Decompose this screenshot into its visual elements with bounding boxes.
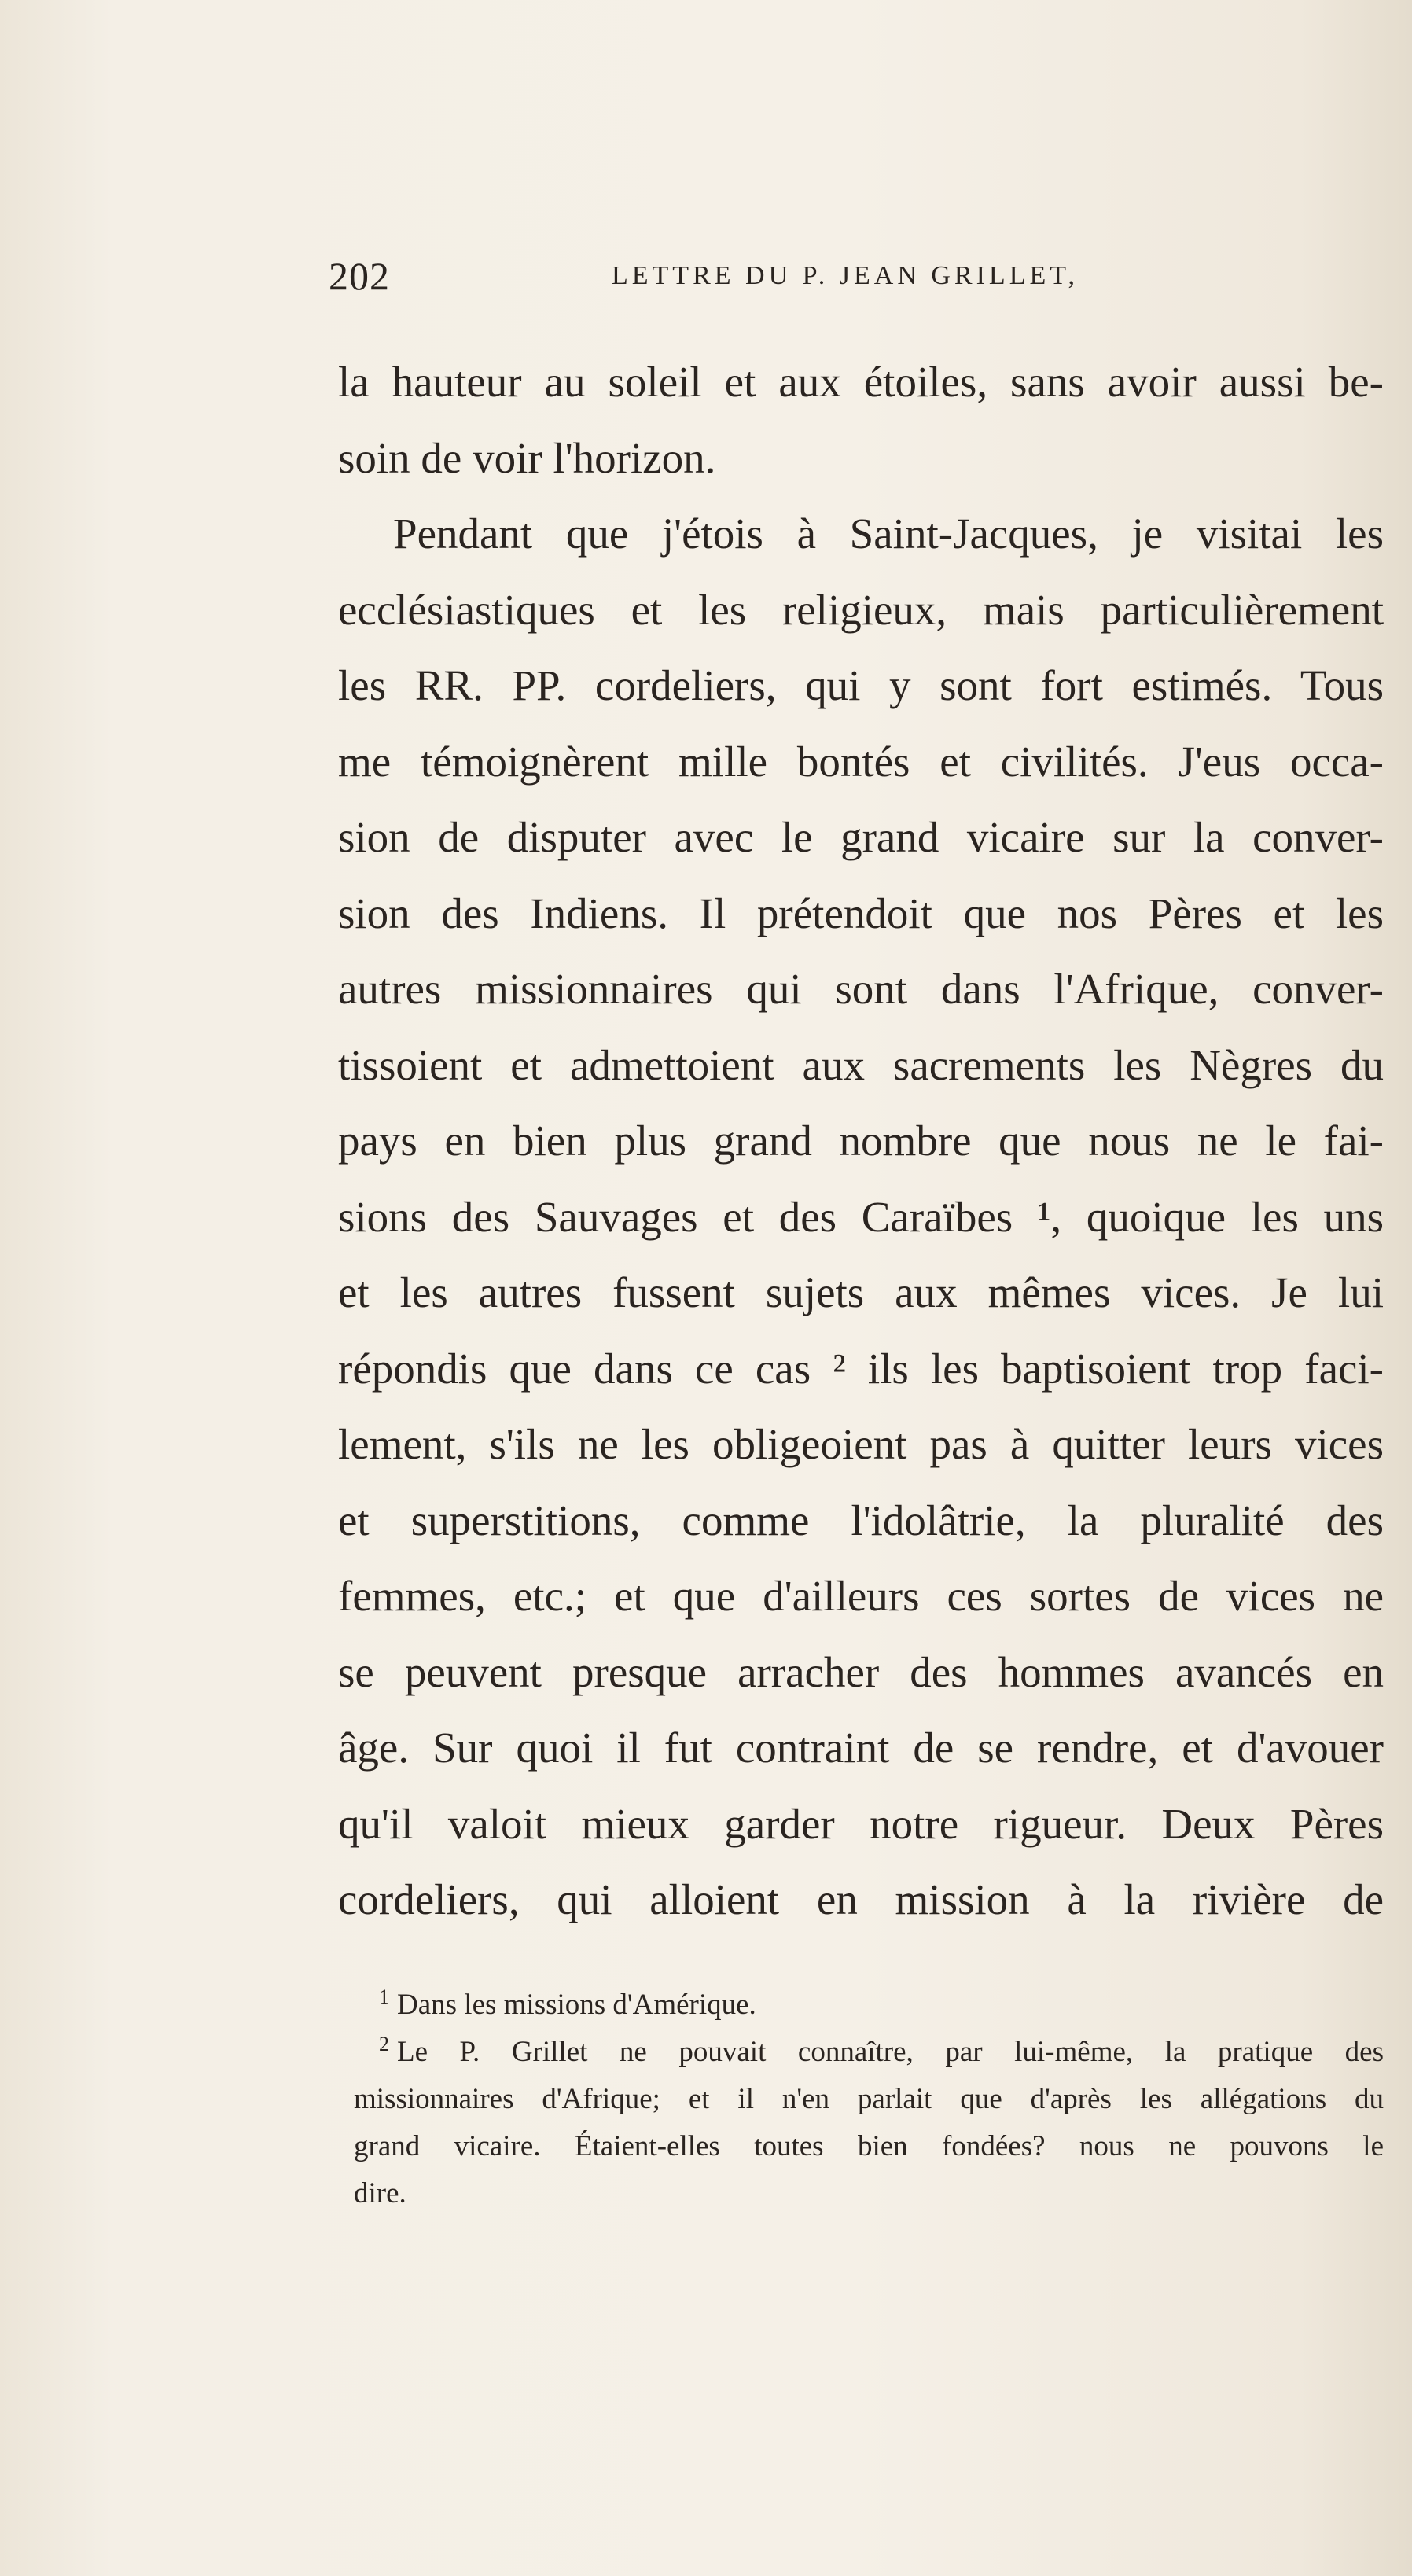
text-line: sions des Sauvages et des Caraïbes ¹, quoique les uns [338,1192,1384,1241]
text-line: âge. Sur quoi il fut contraint de se rendre, et d'avouer [338,1724,1384,1772]
footnote-2 [354,2029,1384,2076]
text-line: répondis que dans ce cas ² ils les baptisoient trop faci- [338,1344,1384,1393]
footnote-marker: 1 [379,1985,389,2008]
text-line: qu'il valoit mieux garder notre rigueur. Deux Pères [338,1799,1384,1848]
text-line: les RR. PP. cordeliers, qui y sont fort estimés. Tous [338,661,1384,709]
text-line: lement, s'ils ne les obligeoient pas à quitter leurs vices [338,1420,1384,1468]
text-line: la hauteur au soleil et aux étoiles, sans avoir aussi be- [338,358,1384,406]
running-title: LETTRE DU P. JEAN GRILLET, [612,261,1079,290]
text-line: et les autres fussent sujets aux mêmes vices. Je lui [338,1268,1384,1316]
text-line: femmes, etc.; et que d'ailleurs ces sortes de vices ne [338,1572,1384,1620]
text-line: sion des Indiens. Il prétendoit que nos Pères et les [338,889,1384,937]
footnote-line: missionnaires d'Afrique; et il n'en parlait que d'après les allégations du [354,2083,1384,2115]
text-line: soin de voir l'horizon. [338,433,716,482]
text-line: se peuvent presque arracher des hommes avancés en [338,1647,1384,1696]
footnotes [354,1982,1384,2217]
footnote-text: Dans les missions d'Amérique. [397,1989,756,2021]
page-number: 202 [329,254,390,298]
text-line: autres missionnaires qui sont dans l'Afrique, conver- [338,965,1384,1013]
text-line: et superstitions, comme l'idolâtrie, la pluralité des [338,1496,1384,1544]
page-header [329,253,1390,300]
footnote-line: dire. [354,2177,406,2210]
text-line: Pendant que j'étois à Saint-Jacques, je visitai les [393,510,1384,558]
text-line: ecclésiastiques et les religieux, mais particulièrement [338,585,1384,634]
footnote-text: Le P. Grillet ne pouvait connaître, par lui-même, la pratique des [397,2036,1384,2068]
text-line: tissoient et admettoient aux sacrements les Nègres du [338,1040,1384,1089]
footnote-1 [354,1982,1384,2029]
text-line: pays en bien plus grand nombre que nous ne le fai- [338,1117,1384,1165]
footnote-marker: 2 [379,2032,389,2055]
text-line: cordeliers, qui alloient en mission à la rivière de [338,1875,1384,1923]
body-text [338,344,1384,1938]
footnote-line: grand vicaire. Étaient-elles toutes bien fondées? nous ne pouvons le [354,2130,1384,2162]
text-line: sion de disputer avec le grand vicaire sur la conver- [338,813,1384,861]
text-line: me témoignèrent mille bontés et civilités. J'eus occa- [338,737,1384,786]
